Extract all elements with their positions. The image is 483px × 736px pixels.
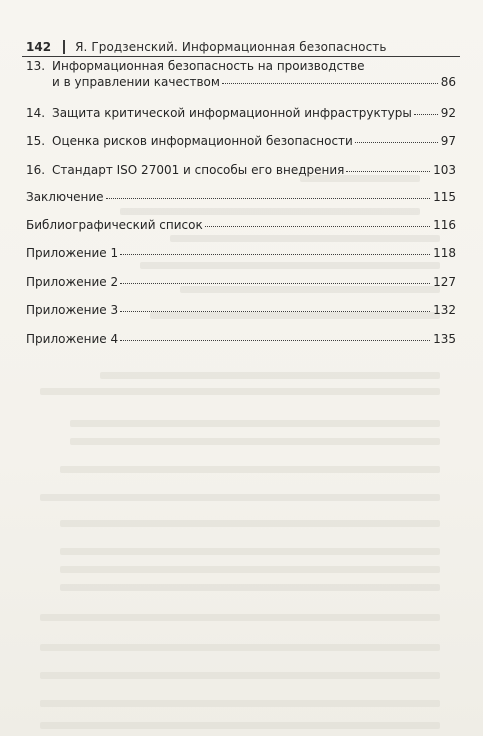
running-title: Я. Гродзенский. Информационная безопасность: [75, 40, 387, 54]
toc-entry-line: [26, 189, 456, 205]
toc-entry-title: Приложение 2: [26, 275, 119, 289]
toc-entry[interactable]: [26, 162, 456, 178]
toc-entry-title: Приложение 3: [26, 303, 119, 317]
toc-entry-title: Защита критической информационной инфраструктуры: [52, 106, 412, 120]
toc-entry-line: [26, 245, 456, 261]
toc-entry[interactable]: [26, 245, 456, 261]
toc-entry-line: [26, 302, 456, 318]
leader-dots: [120, 310, 430, 312]
toc-entry-title: Приложение 1: [26, 246, 119, 260]
leader-dots: [120, 282, 430, 284]
toc-entry-number: 14.: [26, 106, 46, 120]
toc-entry-line: [26, 105, 456, 121]
toc-entry-page: 118: [433, 246, 456, 260]
leader-dots: [106, 197, 431, 199]
toc-entry-page: 116: [433, 218, 456, 232]
toc-entry[interactable]: [26, 105, 456, 121]
toc-entry-page: 115: [433, 190, 456, 204]
toc-entry-number: 16.: [26, 163, 46, 177]
toc-entry-title: Информационная безопасность на производстве: [52, 59, 365, 73]
toc-entry-line: [26, 217, 456, 233]
toc-entry-title: Стандарт ISO 27001 и способы его внедрения: [52, 163, 345, 177]
toc-entry-title-continued: и в управлении качеством: [52, 75, 220, 89]
toc-entry-page: 97: [440, 134, 456, 148]
toc-entry-title: Оценка рисков информационной безопасности: [52, 134, 353, 148]
leader-dots: [346, 170, 430, 172]
toc-entry[interactable]: [26, 217, 456, 233]
toc-entry-line: [26, 331, 456, 347]
toc-entry-line: [26, 162, 456, 178]
toc-entry[interactable]: [26, 331, 456, 347]
leader-dots: [414, 113, 438, 115]
toc-entry[interactable]: [26, 58, 456, 90]
toc-entry-line: [26, 133, 456, 149]
toc-entry-page: 103: [433, 163, 456, 177]
running-header: [26, 38, 387, 56]
toc-entry-line-1: [26, 58, 456, 74]
toc-entry-page: 127: [433, 275, 456, 289]
toc-entry-title: Библиографический список: [26, 218, 203, 232]
toc-entry-number: 15.: [26, 134, 46, 148]
toc-entry-line-2: [26, 74, 456, 90]
toc-entry[interactable]: [26, 189, 456, 205]
toc-entry-page: 92: [440, 106, 456, 120]
toc-entry[interactable]: [26, 274, 456, 290]
toc-entry-page: 86: [440, 75, 456, 89]
toc-entry-number: 13.: [26, 59, 46, 73]
leader-dots: [355, 141, 438, 143]
toc-entry[interactable]: [26, 302, 456, 318]
toc-entry-page: 135: [433, 332, 456, 346]
toc-entry-page: 132: [433, 303, 456, 317]
header-separator: [63, 40, 65, 54]
leader-dots: [120, 253, 430, 255]
leader-dots: [120, 339, 430, 341]
toc-entry[interactable]: [26, 133, 456, 149]
toc-entry-line: [26, 274, 456, 290]
toc-entry-title: Заключение: [26, 190, 104, 204]
page-number: 142: [26, 40, 52, 54]
leader-dots: [222, 82, 438, 84]
toc-entry-title: Приложение 4: [26, 332, 119, 346]
leader-dots: [205, 225, 430, 227]
